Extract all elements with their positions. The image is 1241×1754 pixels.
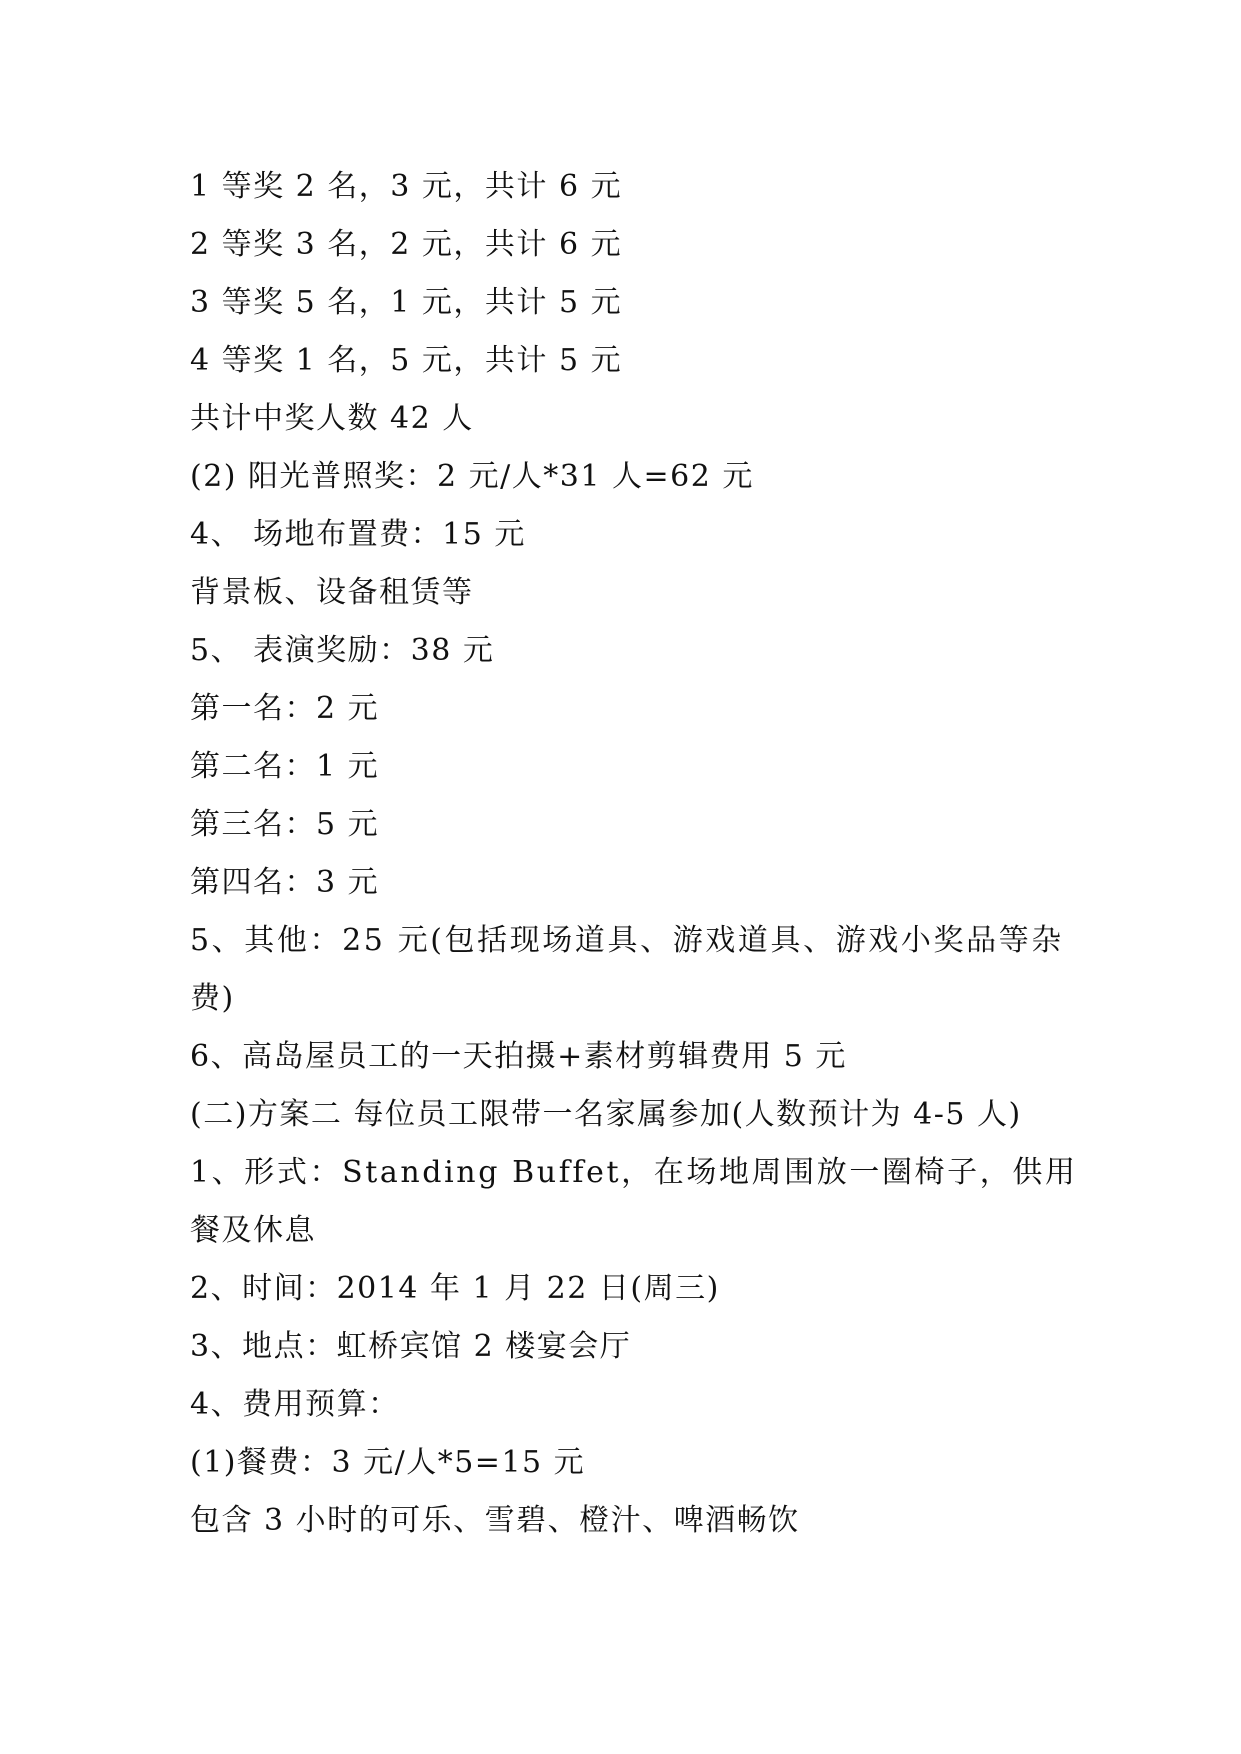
prize-line-3: 3 等奖 5 名，1 元，共计 5 元: [190, 285, 623, 320]
venue-setup-detail-line: 背景板、设备租赁等: [190, 575, 474, 610]
format-line-cont: 餐及休息: [190, 1213, 316, 1248]
winner-count-line: 共计中奖人数 42 人: [190, 401, 474, 436]
filming-cost-line: 6、高岛屋员工的一天拍摄+素材剪辑费用 5 元: [190, 1039, 847, 1074]
prize-line-2: 2 等奖 3 名，2 元，共计 6 元: [190, 227, 623, 262]
time-line: 2、时间：2014 年 1 月 22 日(周三): [190, 1271, 720, 1306]
drinks-line: 包含 3 小时的可乐、雪碧、橙汁、啤酒畅饮: [190, 1503, 800, 1538]
plan-two-heading: (二)方案二 每位员工限带一名家属参加(人数预计为 4-5 人): [190, 1097, 1022, 1132]
location-line: 3、地点：虹桥宾馆 2 楼宴会厅: [190, 1329, 632, 1364]
second-place-line: 第二名：1 元: [190, 749, 380, 784]
other-costs-line-cont: 费): [190, 981, 235, 1016]
meal-cost-line: (1)餐费：3 元/人*5=15 元: [190, 1445, 586, 1480]
prize-line-4: 4 等奖 1 名，5 元，共计 5 元: [190, 343, 623, 378]
other-costs-line: 5、其他：25 元(包括现场道具、游戏道具、游戏小奖品等杂: [190, 923, 1064, 958]
budget-heading-line: 4、费用预算：: [190, 1387, 400, 1422]
fourth-place-line: 第四名：3 元: [190, 865, 380, 900]
sunshine-prize-line: (2) 阳光普照奖：2 元/人*31 人=62 元: [190, 459, 754, 494]
prize-line-1: 1 等奖 2 名，3 元，共计 6 元: [190, 169, 623, 204]
document-body: [190, 158, 1078, 1550]
performance-award-line: 5、 表演奖励：38 元: [190, 633, 495, 668]
format-line: 1、形式：Standing Buffet，在场地周围放一圈椅子，供用: [190, 1155, 1078, 1190]
venue-setup-fee-line: 4、 场地布置费：15 元: [190, 517, 526, 552]
third-place-line: 第三名：5 元: [190, 807, 380, 842]
first-place-line: 第一名：2 元: [190, 691, 380, 726]
